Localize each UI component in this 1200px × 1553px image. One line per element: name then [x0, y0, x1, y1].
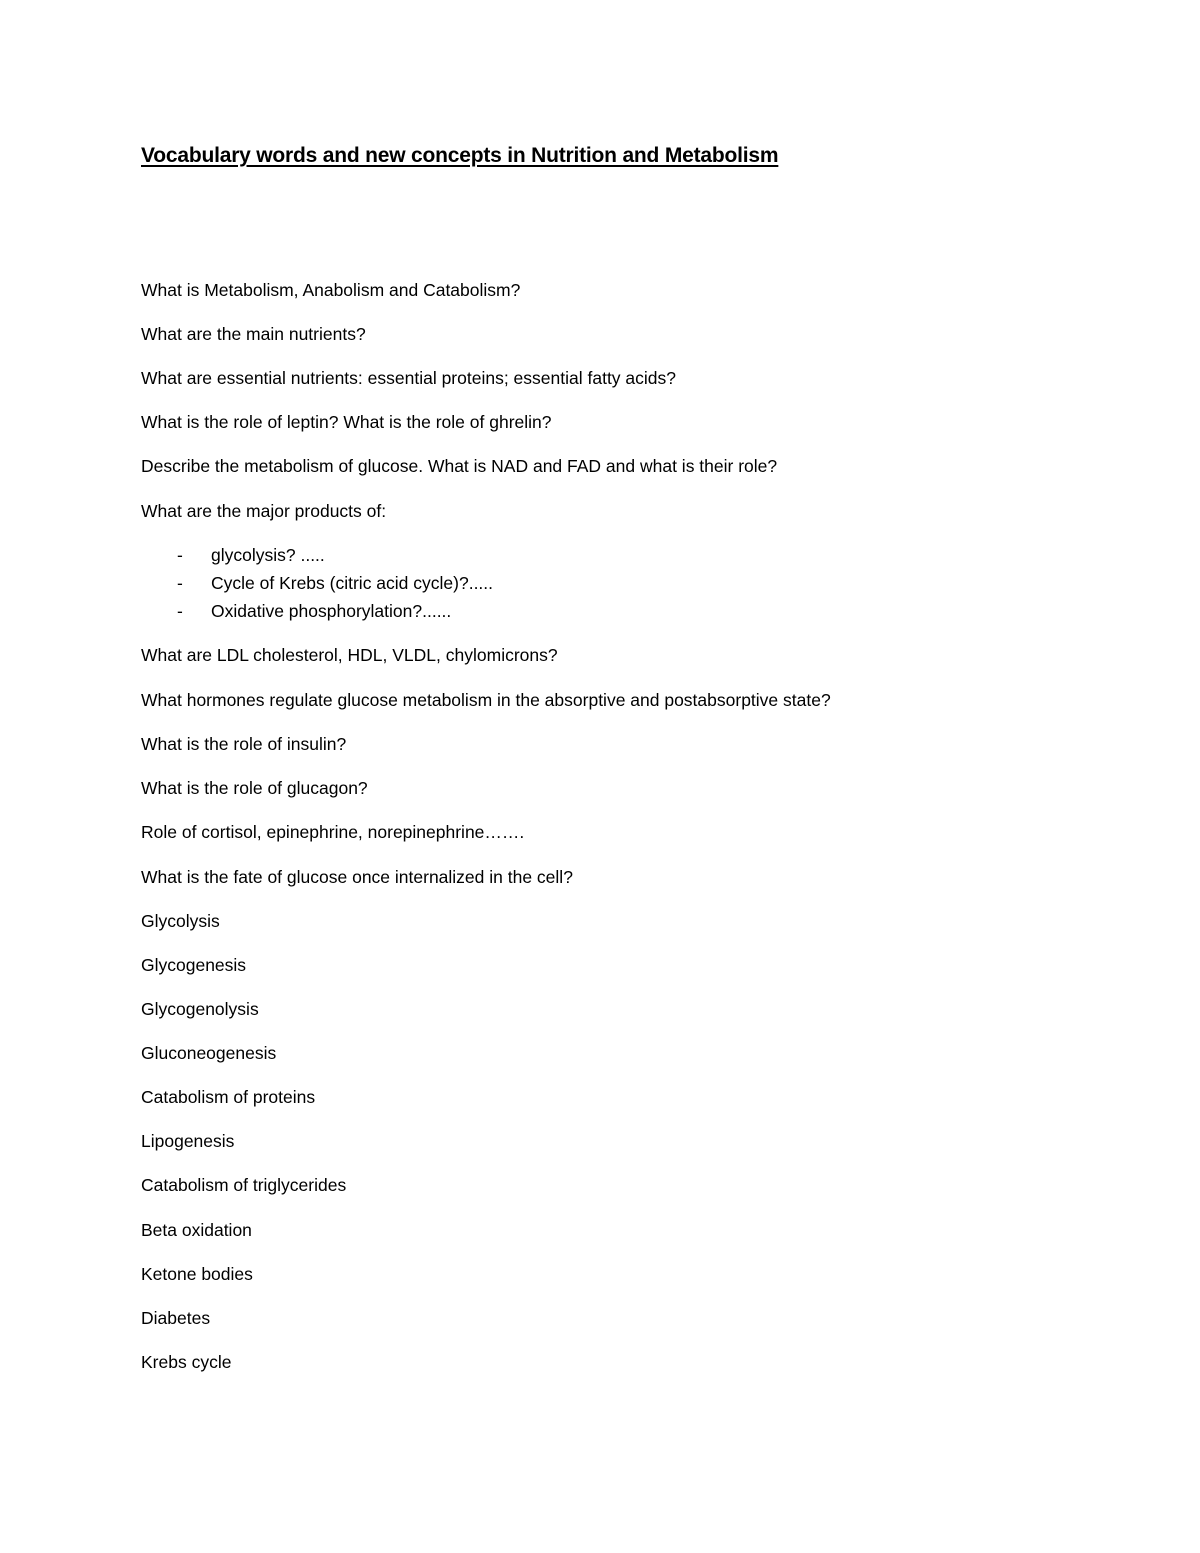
question-line: Role of cortisol, epinephrine, norepinephrine…….: [141, 822, 525, 842]
term-line: Glycolysis: [141, 911, 220, 931]
question-line: What are LDL cholesterol, HDL, VLDL, chylomicrons?: [141, 645, 558, 665]
question-line: What is the role of leptin? What is the role of ghrelin?: [141, 412, 552, 432]
bullet-marker: -: [177, 573, 183, 593]
question-line: What are essential nutrients: essential proteins; essential fatty acids?: [141, 368, 676, 388]
term-line: Catabolism of proteins: [141, 1087, 316, 1107]
question-line: What hormones regulate glucose metabolism in the absorptive and postabsorptive state?: [141, 690, 831, 710]
question-line: What are the main nutrients?: [141, 324, 366, 344]
bullet-text: Oxidative phosphorylation?......: [211, 601, 452, 621]
question-line: What is Metabolism, Anabolism and Catabolism?: [141, 280, 521, 300]
question-line: Describe the metabolism of glucose. What is NAD and FAD and what is their role?: [141, 456, 778, 476]
term-line: Glycogenesis: [141, 955, 247, 975]
term-line: Lipogenesis: [141, 1131, 235, 1151]
question-line: What is the role of glucagon?: [141, 778, 368, 798]
bullet-marker: -: [177, 601, 183, 621]
bullet-text: glycolysis? .....: [211, 545, 325, 565]
question-line: What is the fate of glucose once internalized in the cell?: [141, 867, 573, 887]
term-line: Catabolism of triglycerides: [141, 1175, 347, 1195]
term-line: Diabetes: [141, 1308, 211, 1328]
term-line: Krebs cycle: [141, 1352, 232, 1372]
question-line: What are the major products of:: [141, 501, 387, 521]
term-line: Beta oxidation: [141, 1220, 252, 1240]
page-title: Vocabulary words and new concepts in Nutrition and Metabolism: [141, 144, 779, 167]
term-line: Gluconeogenesis: [141, 1043, 277, 1063]
term-line: Glycogenolysis: [141, 999, 259, 1019]
question-line: What is the role of insulin?: [141, 734, 347, 754]
bullet-text: Cycle of Krebs (citric acid cycle)?.....: [211, 573, 494, 593]
bullet-marker: -: [177, 545, 183, 565]
term-line: Ketone bodies: [141, 1264, 253, 1284]
